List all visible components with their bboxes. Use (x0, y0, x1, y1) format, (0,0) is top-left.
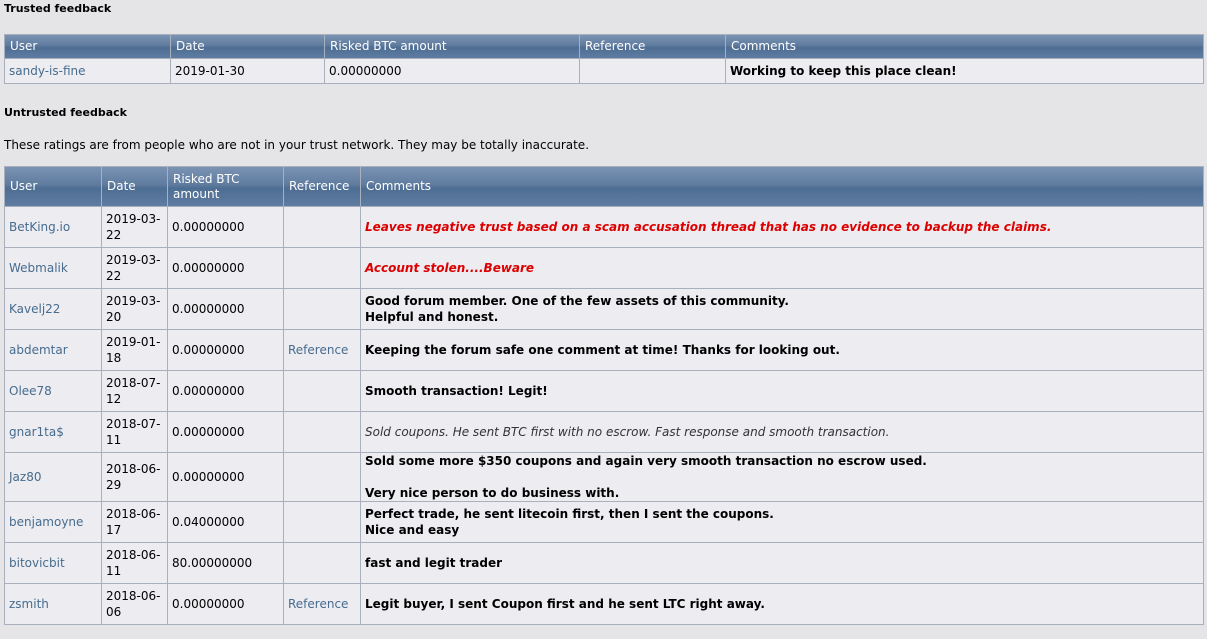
reference-cell (284, 502, 360, 542)
column-header-date: Date (102, 167, 167, 206)
user-cell (5, 330, 101, 370)
table-row (5, 289, 1203, 329)
table-row (5, 59, 1203, 83)
reference-cell (284, 584, 360, 624)
comment-cell (361, 453, 1203, 501)
reference-cell (284, 289, 360, 329)
user-link[interactable]: Kavelj22 (9, 302, 61, 316)
risked-amount-cell: 0.00000000 (168, 330, 283, 370)
date-cell: 2018-07-11 (102, 412, 167, 452)
date-cell: 2019-03-22 (102, 207, 167, 247)
user-cell (5, 207, 101, 247)
comment-cell (361, 289, 1203, 329)
untrusted-feedback-title: Untrusted feedback (4, 106, 127, 119)
comment-cell (361, 371, 1203, 411)
date-cell: 2019-03-22 (102, 248, 167, 288)
comment-cell (361, 207, 1203, 247)
date-cell: 2019-01-30 (171, 59, 324, 83)
untrusted-feedback-table (4, 166, 1204, 625)
user-cell (5, 289, 101, 329)
risked-amount-cell: 0.00000000 (168, 289, 283, 329)
date-cell: 2018-06-11 (102, 543, 167, 583)
table-row (5, 502, 1203, 542)
user-cell (5, 371, 101, 411)
column-header-user: User (5, 167, 101, 206)
comment-cell (361, 248, 1203, 288)
risked-amount-cell: 0.00000000 (168, 453, 283, 501)
column-header-comments: Comments (726, 35, 1203, 58)
reference-cell (284, 248, 360, 288)
untrusted-feedback-rows (5, 207, 1203, 624)
user-link[interactable]: BetKing.io (9, 220, 71, 234)
comment-text: Sold some more $350 coupons and again very smooth transaction no escrow used. (365, 454, 927, 468)
user-cell (5, 502, 101, 542)
user-cell (5, 412, 101, 452)
risked-amount-cell: 0.00000000 (168, 371, 283, 411)
comment-text: Legit buyer, I sent Coupon first and he sent LTC right away. (365, 597, 765, 611)
user-cell (5, 59, 170, 83)
user-link[interactable]: sandy-is-fine (9, 64, 86, 78)
user-cell (5, 248, 101, 288)
date-cell: 2019-03-20 (102, 289, 167, 329)
table-row (5, 330, 1203, 370)
column-header-comments: Comments (361, 167, 1203, 206)
reference-cell (580, 59, 725, 83)
reference-cell (284, 412, 360, 452)
date-cell: 2018-06-29 (102, 453, 167, 501)
risked-amount-cell: 0.00000000 (168, 584, 283, 624)
column-header-risked: Risked BTC amount (168, 167, 283, 206)
comment-spacer (365, 469, 1199, 485)
comment-text: Account stolen....Beware (365, 261, 535, 275)
column-header-reference: Reference (284, 167, 360, 206)
comment-text: Good forum member. One of the few assets of this community. (365, 294, 789, 308)
user-link[interactable]: benjamoyne (9, 515, 84, 529)
reference-link[interactable]: Reference (288, 343, 349, 357)
comment-text: Working to keep this place clean! (730, 64, 957, 78)
reference-cell (284, 371, 360, 411)
date-cell: 2018-06-17 (102, 502, 167, 542)
user-link[interactable]: bitovicbit (9, 556, 65, 570)
comment-text: Leaves negative trust based on a scam accusation thread that has no evidence to backup the claims. (365, 220, 1052, 234)
trusted-feedback-table (4, 34, 1204, 84)
risked-amount-cell: 0.04000000 (168, 502, 283, 542)
date-cell: 2018-06-06 (102, 584, 167, 624)
table-row (5, 584, 1203, 624)
column-header-user: User (5, 35, 170, 58)
user-link[interactable]: gnar1ta$ (9, 425, 64, 439)
comment-cell (361, 543, 1203, 583)
trusted-feedback-rows (5, 59, 1203, 83)
risked-amount-cell: 0.00000000 (168, 207, 283, 247)
table-row (5, 412, 1203, 452)
reference-cell (284, 330, 360, 370)
reference-cell (284, 543, 360, 583)
user-cell (5, 453, 101, 501)
date-cell: 2018-07-12 (102, 371, 167, 411)
user-link[interactable]: abdemtar (9, 343, 68, 357)
trusted-feedback-title: Trusted feedback (4, 2, 112, 15)
user-link[interactable]: Olee78 (9, 384, 52, 398)
user-link[interactable]: Webmalik (9, 261, 68, 275)
risked-amount-cell: 80.00000000 (168, 543, 283, 583)
table-row (5, 248, 1203, 288)
user-link[interactable]: Jaz80 (9, 470, 42, 484)
table-row (5, 371, 1203, 411)
comment-text: Sold coupons. He sent BTC first with no escrow. Fast response and smooth transaction. (365, 425, 890, 439)
column-header-reference: Reference (580, 35, 725, 58)
comment-text: Helpful and honest. (365, 310, 499, 324)
reference-cell (284, 207, 360, 247)
comment-cell (361, 502, 1203, 542)
user-link[interactable]: zsmith (9, 597, 49, 611)
comment-cell (361, 330, 1203, 370)
comment-text: Perfect trade, he sent litecoin first, then I sent the coupons. (365, 507, 774, 521)
table-row (5, 543, 1203, 583)
reference-link[interactable]: Reference (288, 597, 349, 611)
comment-text: Keeping the forum safe one comment at time! Thanks for looking out. (365, 343, 840, 357)
risked-amount-cell: 0.00000000 (168, 248, 283, 288)
table-header-row (5, 35, 1203, 58)
reference-cell (284, 453, 360, 501)
column-header-date: Date (171, 35, 324, 58)
comment-cell (361, 584, 1203, 624)
table-row (5, 207, 1203, 247)
date-cell: 2019-01-18 (102, 330, 167, 370)
user-cell (5, 584, 101, 624)
user-cell (5, 543, 101, 583)
comment-text: Very nice person to do business with. (365, 486, 620, 500)
comment-cell (726, 59, 1203, 83)
risked-amount-cell: 0.00000000 (325, 59, 579, 83)
untrusted-disclaimer: These ratings are from people who are not in your trust network. They may be totally inaccurate. (4, 138, 590, 152)
comment-cell (361, 412, 1203, 452)
comment-text: fast and legit trader (365, 556, 503, 570)
risked-amount-cell: 0.00000000 (168, 412, 283, 452)
table-header-row (5, 167, 1203, 206)
column-header-risked: Risked BTC amount (325, 35, 579, 58)
comment-text: Nice and easy (365, 523, 460, 537)
comment-text: Smooth transaction! Legit! (365, 384, 548, 398)
table-row (5, 453, 1203, 501)
